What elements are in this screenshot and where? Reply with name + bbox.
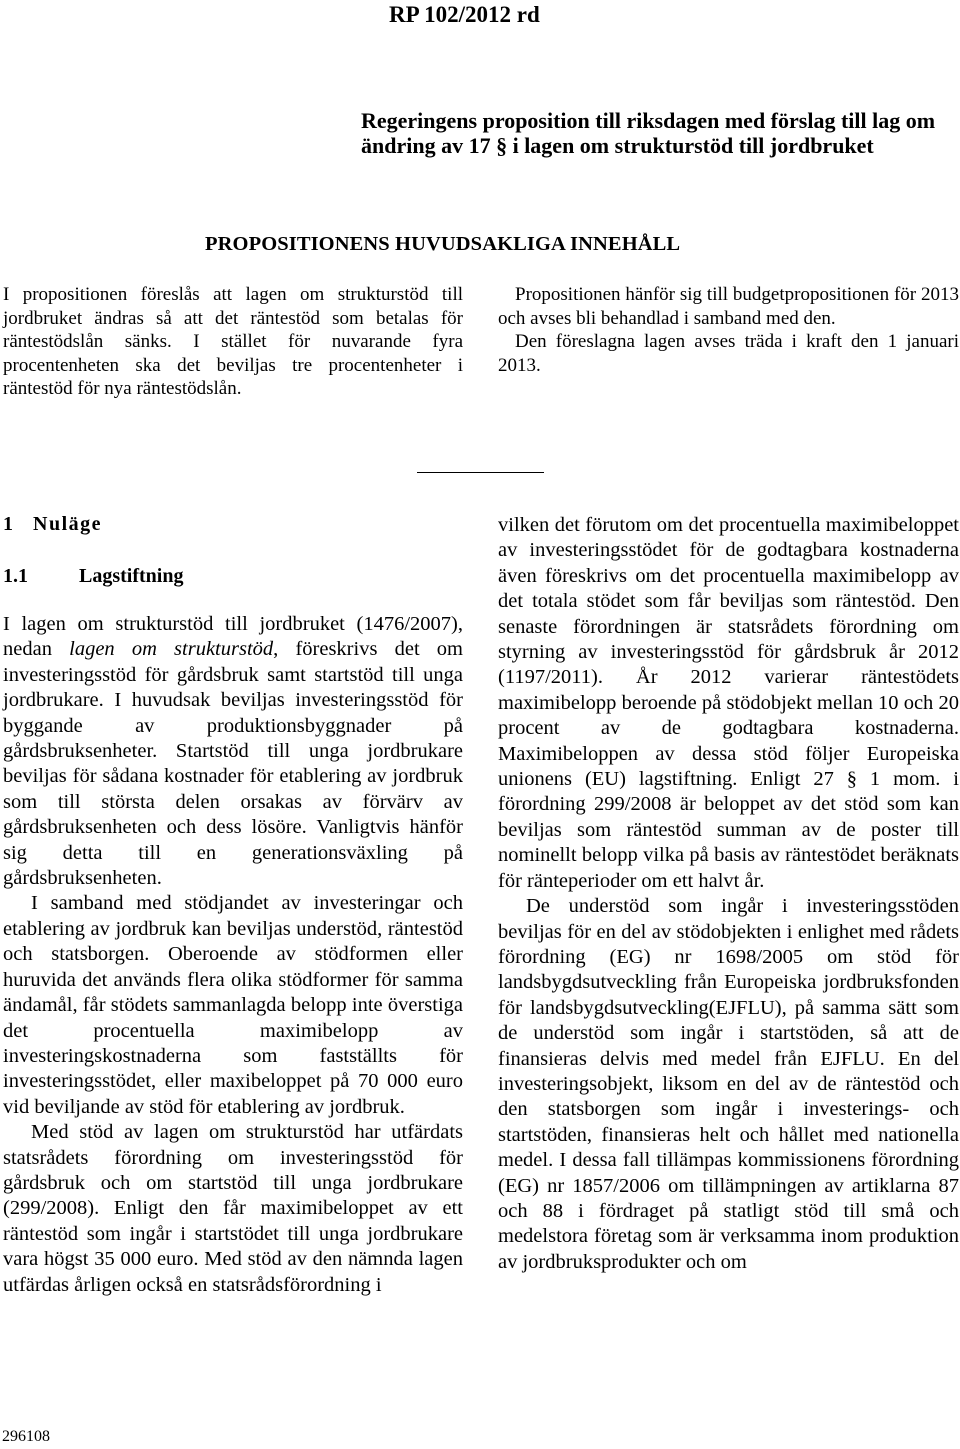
- section-number: 1: [3, 513, 15, 535]
- section-heading: [3, 513, 102, 536]
- defined-term: lagen om strukturstöd: [69, 638, 274, 661]
- summary-paragraph: I propositionen föreslås att lagen om strukturstöd till jordbruket ändras så att det räntestöd som betalas för räntestödslån sänks. I stället för nuvarande fyra procentenheten ska det beviljas tre procentenheter i räntestöd för nya räntestödslån.: [3, 284, 463, 399]
- summary-heading: PROPOSITIONENS HUVUDSAKLIGA INNEHÅLL: [205, 233, 681, 255]
- summary-paragraph: Propositionen hänför sig till budgetpropositionen för 2013 och avses bli behandlad i samband med den.: [498, 284, 959, 329]
- subsection-title: Lagstiftning: [79, 565, 184, 587]
- proposition-title: Regeringens proposition till riksdagen med förslag till lag om ändring av 17 § i lagen om strukturstöd till jordbruket: [361, 108, 936, 158]
- summary-left-column: [3, 283, 463, 401]
- body-paragraph: I samband med stödjandet av investeringar och etablering av jordbruk kan beviljas understöd, räntestöd och statsborgen. Oberoende av stödformen eller huruvida det används flera olika stödformer för samma ändamål, får stödets sammanlagda belopp inte överstiga det procentuella maximibelopp av investeringskostnaderna som fastställts för investeringsstödet, eller maxibeloppet på 70 000 euro vid beviljande av stöd för etablering av jordbruk.: [3, 892, 463, 1118]
- body-paragraph: Med stöd av lagen om strukturstöd har utfärdats statsrådets förordning om investeringsstöd för gårdsbruk och om startstöd till unga jordbrukare (299/2008). Enligt den får maximibeloppet av ett räntestöd som ingår i startstödet till unga jordbrukare vara högst 35 000 euro. Med stöd av den nämnda lagen utfärdas årligen också en statsrådsförordning i: [3, 1121, 463, 1296]
- page-code: 296108: [2, 1428, 50, 1445]
- separator-line: [417, 472, 544, 473]
- body-left-column: [3, 612, 463, 1298]
- body-paragraph: De understöd som ingår i investeringsstöden beviljas för en del av stödobjekten i enlighet med rådets förordning (EG) nr 1698/2005 om stöd för landsbygdsutveckling från Europeiska jordbruksfonden för landsbygdsutveckling(EJFLU), på samma sätt som de understöd som ingår i startstöden, så att de finansieras delvis med medel från EJFLU. En del investeringsobjekt, liksom en del av de räntestöd och den statsborgen som ingår i investerings- och startstöden, finansieras helt och hållet med nationella medel. I dessa fall tillämpas kommissionens förordning (EG) nr 1857/2006 om tillämpningen av artiklarna 87 och 88 i fördraget på statligt stöd till små och medelstora företag som är verksamma inom produktion av jordbruksprodukter och om: [498, 895, 959, 1273]
- body-right-column: [498, 513, 959, 1275]
- section-title: Nuläge: [33, 513, 102, 535]
- subsection-heading: [3, 565, 183, 588]
- summary-paragraph: Den föreslagna lagen avses träda i kraft den 1 januari 2013.: [498, 331, 959, 376]
- body-text: , föreskrivs det om investeringsstöd för gårdsbruk samt startstöd till unga jordbrukare. I huvudsak beviljas investeringsstöd för byggande av produktionsbyggnader på gårdsbruksenheter. Startstöd till unga jordbrukare beviljas för sådana kostnader för etablering av jordbruk som till största delen orsakas av förvärv av gårdsbruksenheten och dess lösöre. Vanligtvis hänför sig detta till en generationsväxling på gårdsbruksenheten.: [3, 638, 463, 890]
- body-text: I lagen om strukturstöd till jordbruket (1476/2007), nedan: [3, 613, 463, 661]
- body-paragraph: [3, 612, 463, 891]
- document-id: RP 102/2012 rd: [389, 2, 540, 27]
- summary-right-column: [498, 283, 959, 377]
- subsection-number: 1.1: [3, 565, 28, 587]
- body-paragraph: vilken det förutom om det procentuella maximibeloppet av investeringsstödet för de godtagbara kostnaderna även föreskrivs om det procentuella maximibelopp av det totala stödet som får beviljas som räntestöd. Den senaste förordningen är statsrådets förordning om styrning av investeringsstöd för gårdsbruk år 2012 (1197/2011). År 2012 varierar räntestödets maximibelopp beroende på stödobjekt mellan 10 och 20 procent av de godtagbara kostnaderna. Maximibeloppen av dessa stöd följer Europeiska unionens (EU) lagstiftning. Enligt 27 § 1 mom. i förordning 299/2008 är beloppet av det stöd som kan beviljas som räntestöd summan av de poster till nominellt belopp vilka på basis av räntestödet beräknats för ränteperioder om ett halvt år.: [498, 514, 959, 892]
